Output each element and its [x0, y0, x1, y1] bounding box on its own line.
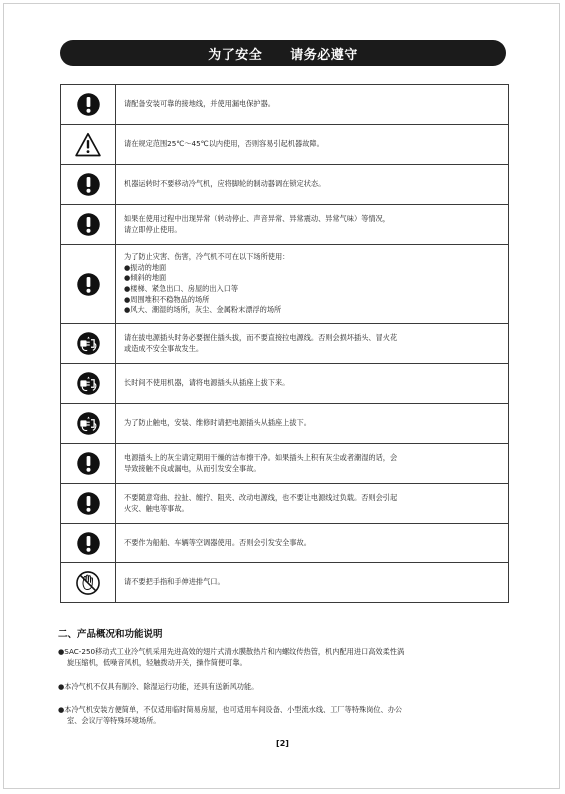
page-number: [2]: [276, 739, 289, 748]
exclamation-icon: [76, 172, 101, 197]
unplug-icon: [76, 411, 101, 436]
unplug-icon: [76, 371, 101, 396]
table-row: [61, 324, 509, 364]
safety-text: 不要随意弯曲、拉扯、缠拧、阻夹、改动电源线，也不要让电源线过负载。否则会引起 火灾、触电等事故。: [116, 484, 509, 524]
table-row: [61, 205, 509, 245]
safety-text: 电源插头上的灰尘请定期用干燥的洁布擦干净。如果插头上积有灰尘或者潮湿的话，会 导致接触不良或漏电，从而引发安全事故。: [116, 444, 509, 484]
exclamation-icon: [76, 92, 101, 117]
exclamation-icon: [76, 531, 101, 556]
safety-text: 为了防止触电，安装、维修时请把电源插头从插座上拔下。: [116, 404, 509, 444]
table-row: [61, 85, 509, 125]
table-row: [61, 484, 509, 524]
exclamation-icon: [76, 272, 101, 297]
table-row: [61, 444, 509, 484]
safety-text: 不要作为船舶、车辆等空调器使用。否则会引发安全事故。: [116, 524, 509, 563]
table-row: [61, 524, 509, 563]
table-row: [61, 563, 509, 603]
table-row: [61, 165, 509, 205]
table-row: [61, 364, 509, 404]
safety-table: [60, 84, 509, 603]
safety-text: 为了防止灾害、伤害，冷气机不可在以下场所使用： ●振动的地面 ●倾斜的地面 ●楼梯、紧急出口、房屋的出入口等 ●周围堆积不稳物品的场所 ●风大、潮湿的场所，灰尘、金属粉末漂浮的场所: [116, 245, 509, 324]
section-title: 二、产品概况和功能说明: [58, 629, 163, 640]
exclamation-icon: [76, 212, 101, 237]
safety-text: 请配备安装可靠的接地线，并使用漏电保护器。: [116, 85, 509, 125]
exclamation-icon: [76, 491, 101, 516]
banner-title-right: 请务必遵守: [290, 47, 358, 63]
safety-text: 机器运转时不要移动冷气机，应将脚轮的制动器调在锁定状态。: [116, 165, 509, 205]
exclamation-icon: [76, 451, 101, 476]
safety-text: 请不要把手指和手伸进排气口。: [116, 563, 509, 603]
safety-text: 请在拔电源插头时务必要握住插头拔，而不要直接拉电源线。否则会损坏插头、冒火花 或造成不安全事故发生。: [116, 324, 509, 364]
safety-text: 长时间不使用机器，请将电源插头从插座上拔下来。: [116, 364, 509, 404]
warning-triangle-icon: [74, 131, 102, 159]
unplug-icon: [76, 331, 101, 356]
table-row: [61, 245, 509, 324]
banner-title-left: 为了安全: [208, 47, 263, 63]
paragraph: ●SAC-250移动式工业冷气机采用先进高效的翅片式清水膜散热片和内螺纹传热管，机内配用进口高效柔性涡 旋压缩机，低噪音风机，轻触拨动开关，操作简便可靠。: [58, 647, 405, 667]
paragraph: ●本冷气机不仅具有制冷、除湿运行功能，还具有送新风功能。: [58, 682, 259, 691]
safety-text: 如果在使用过程中出现异常（转动停止、声音异常、异常震动、异常气味）等情况， 请立即停止使用。: [116, 205, 509, 245]
table-row: [61, 125, 509, 165]
safety-banner: [60, 40, 506, 66]
no-hand-icon: [75, 570, 101, 596]
paragraph: ●本冷气机安装方便简单，不仅适用临时简易房屋，也可适用车间设备、小型流水线、工厂等特殊岗位、办公 室、会议厅等特殊环境场所。: [58, 705, 403, 725]
safety-text: 请在规定范围25℃～45℃以内使用，否则容易引起机器故障。: [116, 125, 509, 165]
table-row: [61, 404, 509, 444]
